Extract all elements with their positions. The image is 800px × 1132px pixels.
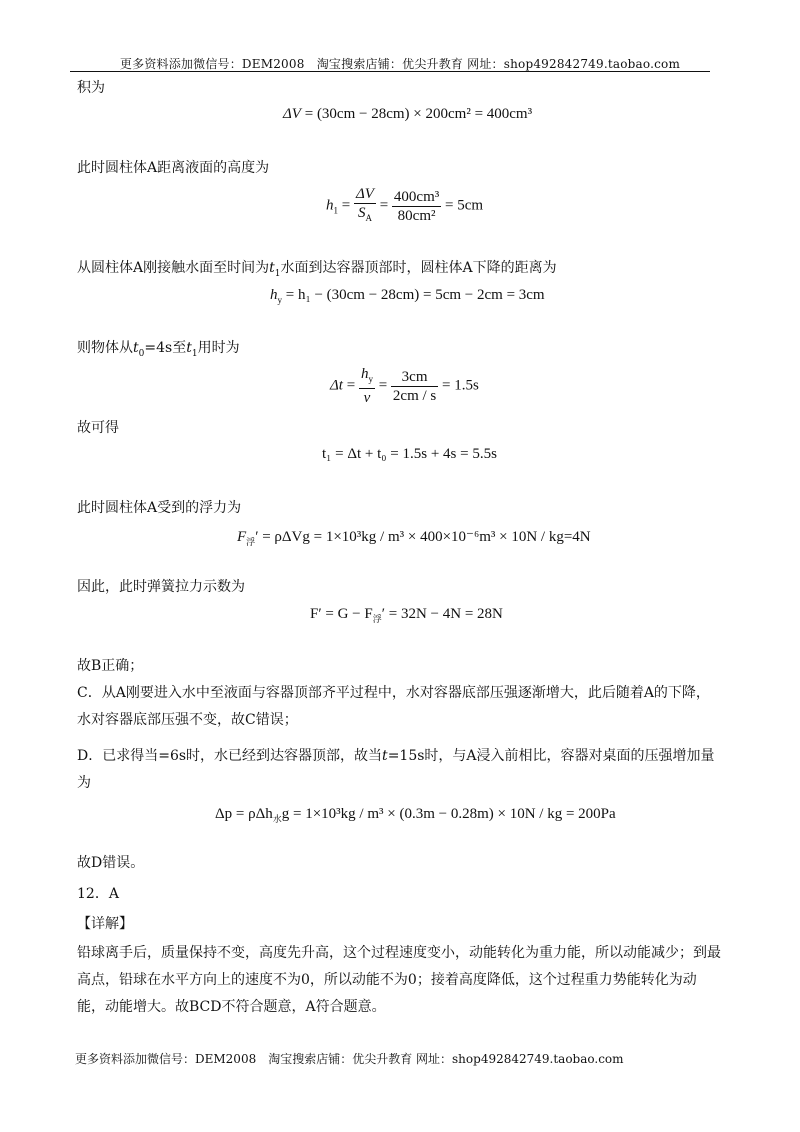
formula-lhs-sub: 1 (333, 205, 338, 216)
fraction-denominator: v (363, 390, 371, 406)
fraction (391, 368, 438, 405)
formula-lhs: h (270, 287, 278, 303)
page-footer: 更多资料添加微信号：DEM2008 淘宝搜索店铺：优尖升教育 网址：shop492842749.taobao.com (75, 1052, 624, 1066)
answer-label: 12．A (77, 886, 119, 902)
text-line: 因此，此时弹簧拉力示数为 (77, 579, 245, 595)
formula-height: $h_1$ = $\frac{\Delta V}{S_A}$ = $\frac{\text{400cm³}}{\text{80cm²}}$ = 5cm (326, 185, 483, 227)
fraction (354, 185, 376, 227)
formula-lhs-sub: 浮 (246, 537, 256, 547)
formula-result: = 5cm (444, 197, 484, 214)
text-line: 此时圆柱体A受到的浮力为 (77, 500, 242, 516)
text-line: 故可得 (77, 420, 119, 436)
header-divider (70, 71, 710, 72)
formula-time: Δt = $\frac{h_y}{v}$ = $\frac{3cm}{2cm / s}$ = 1.5s (330, 366, 479, 406)
text-line: 则物体从$t_0=4s$至$t_1$用时为 (77, 340, 240, 359)
formula-buoyancy (237, 527, 591, 548)
formula-lhs: Δt (330, 377, 343, 394)
formula-lhs-sub: y (277, 295, 282, 305)
formula-rhs: (30cm − 28cm) × 200cm² = 400cm³ (316, 106, 533, 122)
fraction (359, 365, 375, 407)
text-line: 此时圆柱体A距离液面的高度为 (77, 160, 270, 176)
section-heading: 【详解】 (77, 916, 133, 932)
formula-spring-force: $F' = G - F_浮' = 32N - 4N = 28N$ (310, 606, 503, 624)
formula-result: = 1.5s (442, 377, 479, 394)
paragraph-option-c: C．从A刚要进入水中至液面与容器顶部齐平过程中，水对容器底部压强逐渐增大，此后随着A的下降，水对容器底部压强不变，故C错误； (77, 685, 710, 728)
text-line: 积为 (77, 80, 105, 96)
fraction-numerator: 3cm (391, 368, 438, 387)
formula-rhs: ′ = ρΔVg = 1×10³kg / m³ × 400×10⁻⁶m³ × 10N / kg=4N (255, 529, 591, 545)
formula-lhs: h (326, 197, 334, 214)
text-line: 从圆柱体A刚接触水面至时间为$t_1$水面到达容器顶部时，圆柱体A下降的距离为 (77, 260, 557, 279)
formula-descent (270, 287, 545, 305)
fraction-denominator: 2cm / s (392, 387, 437, 404)
fraction-numerator: ΔV (355, 186, 374, 202)
fraction-denominator: $S_A$ (357, 205, 372, 223)
page-header: 更多资料添加微信号：DEM2008 淘宝搜索店铺：优尖升教育 网址：shop492842749.taobao.com (119, 57, 681, 71)
formula-pressure: Δp = ρΔh$_水$g = 1×10³kg / m³ × (0.3m − 0.28m) × 10N / kg = 200Pa (215, 806, 616, 824)
formula-lhs: ΔV (283, 106, 301, 122)
fraction-denominator: 80cm² (397, 207, 436, 224)
fraction-numerator: $h_y$ (359, 365, 375, 389)
formula-lhs: F (237, 529, 247, 545)
paragraph-option-d: D．已求得当=6s时，水已经到达容器顶部，故当t=15s时，与A浸入前相比，容器对桌面的压强增加量为 (77, 748, 715, 791)
fraction (392, 188, 441, 225)
paragraph-explanation: 铅球离手后，质量保持不变，高度先升高，这个过程速度变小，动能转化为重力能，所以动能减少；到最高点，铅球在水平方向上的速度不为0，所以动能不为0；接着高度降低，这个过程重力势能转化为动能，动能增大。故BCD不符合题意，A符合题意。 (77, 945, 721, 1015)
formula-total-time: t₁ = Δt + t₀ = 1.5s + 4s = 5.5s (322, 446, 497, 462)
text-line: 故D错误。 (77, 855, 145, 871)
fraction-numerator: 400cm³ (393, 188, 440, 205)
formula-rhs: = h₁ − (30cm − 28cm) = 5cm − 2cm = 3cm (285, 287, 545, 303)
text-line: 故B正确； (77, 658, 144, 674)
formula-volume-change: ΔV = (30cm − 28cm) × 200cm² = 400cm³ (283, 106, 533, 122)
